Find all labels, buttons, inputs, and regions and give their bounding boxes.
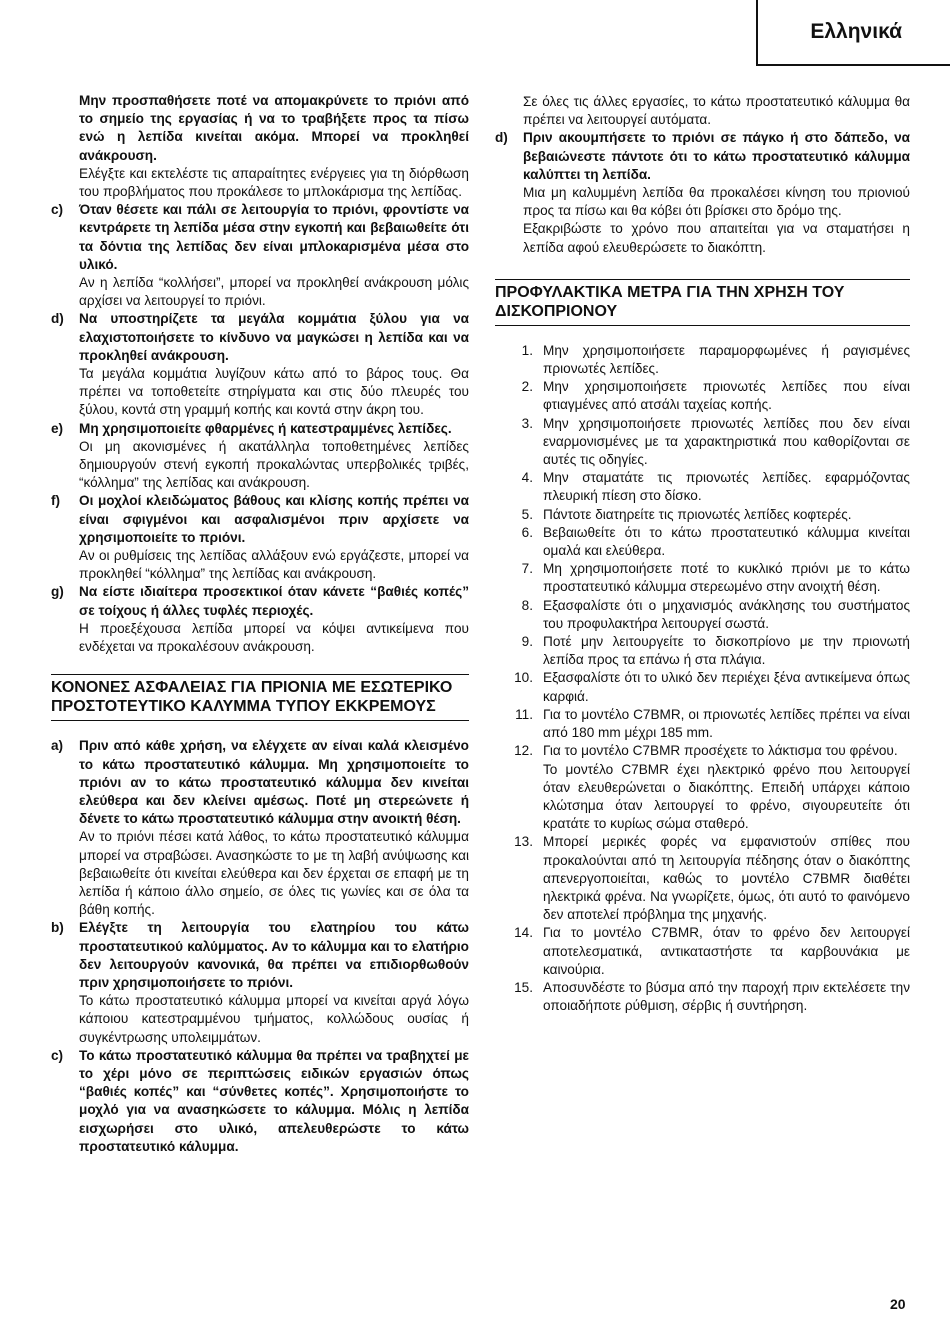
item-number: 9. xyxy=(521,634,533,650)
list-item xyxy=(51,492,469,583)
item-text: Μην χρησιμοποιήσετε πριονωτές λεπίδες που είναι φτιαγμένες από ατσάλι ταχείας κοπής. xyxy=(543,379,910,413)
item-label: c) xyxy=(51,1047,64,1063)
numbered-item xyxy=(495,669,910,705)
item-normal: Εξακριβώστε το χρόνο που απαιτείται για να σταματήσει η λεπίδα αφού ελευθερώσετε το διακόπτη. xyxy=(523,221,910,255)
numbered-item xyxy=(495,833,910,924)
numbered-list xyxy=(495,342,910,1016)
list-item xyxy=(51,420,469,493)
numbered-item xyxy=(495,506,910,524)
numbered-item xyxy=(495,378,910,414)
item-number: 6. xyxy=(521,524,533,540)
item-bold: Να είστε ιδιαίτερα προσεκτικοί όταν κάνετε “βαθιές κοπές” σε τοίχους ή άλλες τυφλές περιοχές. xyxy=(79,584,469,618)
numbered-item xyxy=(495,706,910,742)
item-number: 1. xyxy=(521,342,533,358)
item-text: Ποτέ μην λειτουργείτε το δισκοπρίονο με την πριονωτή λεπίδα προς τα επάνω ή στα πλάγια. xyxy=(543,634,910,668)
item-bold: Πριν ακουμπήσετε το πριόνι σε πάγκο ή στο δάπεδο, να βεβαιώνεστε πάντοτε ότι το κάτω προστατευτικό κάλυμμα καλύπτει τη λεπίδα. xyxy=(523,130,910,182)
item-normal: Αν η λεπίδα “κολλήσει”, μπορεί να προκληθεί ανάκρουση μόλις αρχίσει να λειτουργεί το πριόνι. xyxy=(79,275,469,309)
list-item xyxy=(51,583,469,656)
item-label: a) xyxy=(51,738,64,754)
item-bold: Το κάτω προστατευτικό κάλυμμα θα πρέπει να τραβηχτεί με το χέρι μόνο σε περιπτώσεις ειδικών εργασιών όπως “βαθιές κοπές” και “σύνθετες κοπές”. Χρησιμοποιήστε το μοχλό για να ανασηκώσετε το κάλυμμα. Μόλις η λεπίδα εισχωρήσει στο υλικό, απελευθερώστε το κάτω προστατευτικό κάλυμμα. xyxy=(79,1047,469,1154)
item-label: g) xyxy=(51,584,64,600)
item-number: 13. xyxy=(514,834,533,850)
list-item xyxy=(51,201,469,310)
item-label: e) xyxy=(51,420,64,436)
item-number: 11. xyxy=(515,706,533,722)
list-item xyxy=(51,310,469,419)
numbered-item xyxy=(495,979,910,1015)
item-number: 10. xyxy=(514,670,533,686)
item-bold: Πριν από κάθε χρήση, να ελέγχετε αν είναι καλά κλεισμένο το κάτω προστατευτικό κάλυμμα. Μη χρησιμοποιείτε το πριόνι αν το κάτω προστατευτικό κάλυμμα δεν κινείται ελεύθερα και δεν κλείνει αμέσως. Ποτέ μη στερεώνετε ή δένετε το κάτω προστατευτικό κάλυμμα στην ανοικτή θέση. xyxy=(79,738,469,827)
numbered-item xyxy=(495,342,910,378)
item-bold: Όταν θέσετε και πάλι σε λειτουργία το πριόνι, φροντίστε να κεντράρετε τη λεπίδα μέσα στην εγκοπή και βεβαιωθείτε ότι τα δόντια της λεπίδας δεν είναι μπλοκαρισμένα μέσα στο υλικό. xyxy=(79,202,469,272)
item-text: Για το μοντέλο C7BMR προσέχετε το λάκτισμα του φρένου. xyxy=(543,743,898,759)
item-number: 8. xyxy=(521,597,533,613)
item-text: Εξασφαλίστε ότι το υλικό δεν περιέχει ξένα αντικείμενα όπως καρφιά. xyxy=(543,670,910,704)
item-number: 2. xyxy=(521,379,533,395)
left-column xyxy=(51,92,469,1156)
item-text: Μην χρησιμοποιήσετε παραμορφωμένες ή ραγισμένες πριονωτές λεπίδες. xyxy=(543,342,910,377)
section-heading: ΚΟΝΟΝΕΣ ΑΣΦΑΛΕΙΑΣ ΓΙΑ ΠΡΙΟΝΙΑ ΜΕ ΕΣΩΤΕΡΙΚΟ ΠΡΟΣΤΟΤΕΥΤΙΚΟ ΚΑΛΥΜΜΑ ΤΥΠΟΥ ΕΚΚΡΕΜΟΥΣ xyxy=(51,674,469,721)
numbered-item xyxy=(495,633,910,669)
numbered-item xyxy=(495,469,910,505)
numbered-item xyxy=(495,597,910,633)
continuation-text: Σε όλες τις άλλες εργασίες, το κάτω προστατευτικό κάλυμμα θα πρέπει να λειτουργεί αυτόματα. xyxy=(523,94,910,128)
language-tab xyxy=(756,0,950,66)
item-label: b) xyxy=(51,920,64,936)
item-label: d) xyxy=(51,311,64,327)
item-text: Μην σταματάτε τις πριονωτές λεπίδες. εφαρμόζοντας πλευρική πίεση στο δίσκο. xyxy=(543,470,910,504)
item-normal: Η προεξέχουσα λεπίδα μπορεί να κόψει αντικείμενα που ενδέχεται να προκαλέσουν ανάκρουση. xyxy=(79,620,469,655)
page-number: 20 xyxy=(890,1296,906,1312)
numbered-item xyxy=(495,924,910,979)
item-number: 15. xyxy=(514,979,533,995)
numbered-item xyxy=(495,742,910,833)
item-text: Βεβαιωθείτε ότι το κάτω προστατευτικό κάλυμμα κινείται ομαλά και ελεύθερα. xyxy=(543,524,910,559)
section-heading: ΠΡΟΦΥΛΑΚΤΙΚΑ ΜΕΤΡΑ ΓΙΑ ΤΗΝ ΧΡΗΣΗ ΤΟΥ ΔΙΣΚΟΠΡΙΟΝΟΥ xyxy=(495,279,910,326)
item-bold: Ελέγξτε τη λειτουργία του ελατηρίου του κάτω προστατευτικού καλύμματος. Αν το κάλυμμα και το ελατήριο δεν λειτουργούν κανονικά, θα πρέπει να επιδιορθωθούν πριν χρησιμοποιήσετε το πριόνι. xyxy=(79,920,469,990)
item-bold: Οι μοχλοί κλειδώματος βάθους και κλίσης κοπής πρέπει να είναι σφιγμένοι και ασφαλισμένοι πριν αρχίσετε να χρησιμοποιείτε το πριόνι. xyxy=(79,493,469,545)
item-number: 12. xyxy=(514,743,533,759)
item-label: f) xyxy=(51,493,61,509)
item-text: Εξασφαλίστε ότι ο μηχανισμός ανάκλησης του συστήματος του προφυλακτήρα λειτουργεί σωστά. xyxy=(543,597,910,631)
right-column xyxy=(495,93,910,1015)
item-bold: Μη χρησιμοποιείτε φθαρμένες ή κατεστραμμένες λεπίδες. xyxy=(79,420,452,436)
item-text: Μπορεί μερικές φορές να εμφανιστούν σπίθες που προκαλούνται από τη λειτουργία πέδησης όταν ο διακόπτης απενεργοποιείται, καθώς το μοντέλο C7BMR διαθέτει ηλεκτρικά φρένα. Να γνωρίζετε, όμως, ότι αυτό το φαινόμενο δεν αποτελεί πρόβλημα της μηχανής. xyxy=(543,834,910,923)
item-normal: Αν το πριόνι πέσει κατά λάθος, το κάτω προστατευτικό κάλυμμα μπορεί να στραβώσει. Ανασηκώστε το με τη λαβή ανύψωσης και βεβαιωθείτε ότι κινείται ελεύθερα και δεν έρχεται σε επαφή με τη λεπίδα ή κάποιο άλλο σημείο, σε όλες τις γωνίες και σε όλα τα βάθη κοπής. xyxy=(79,829,469,918)
item-normal: Μια μη καλυμμένη λεπίδα θα προκαλέσει κίνηση του πριονιού προς τα πίσω και θα κόβει ότι βρίσκει στο δρόμο της. xyxy=(523,185,910,219)
item-bold: Να υποστηρίζετε τα μεγάλα κομμάτια ξύλου για να ελαχιστοποιήσετε το κίνδυνο να μαγκώσει η λεπίδα και να προκληθεί ανάκρουση. xyxy=(79,311,469,363)
continuation-paragraph xyxy=(523,93,910,129)
item-text: Μη χρησιμοποιήσετε ποτέ το κυκλικό πριόνι με το κάτω προστατευτικό κάλυμμα στερεωμένο στην ανοιχτή θέση. xyxy=(543,561,910,595)
numbered-item xyxy=(495,560,910,596)
list-item xyxy=(495,129,910,256)
item-text: Αποσυνδέστε το βύσμα από την παροχή πριν εκτελέσετε την οποιαδήποτε ρύθμιση, σέρβις ή συντήρηση. xyxy=(543,979,910,1014)
numbered-item xyxy=(495,415,910,470)
language-label: Ελληνικά xyxy=(810,20,902,43)
item-normal: Οι μη ακονισμένες ή ακατάλληλα τοποθετημένες λεπίδες δημιουργούν στενή εγκοπή προκαλώντας υπερβολικές τριβές, “κόλλημα” της λεπίδας και ανάκρουση. xyxy=(79,438,469,491)
item-text: Για το μοντέλο C7BMR, οι πριονωτές λεπίδες πρέπει να είναι από 180 mm μέχρι 185 mm. xyxy=(543,706,910,741)
item-normal: Το κάτω προστατευτικό κάλυμμα μπορεί να κινείται αργά λόγω κάποιου κατεστραμμένου τμήματος, κολλώδους ουσίας ή συγκέντρωσης υπολειμμάτων. xyxy=(79,993,469,1045)
list-item xyxy=(51,1047,469,1156)
item-normal: Τα μεγάλα κομμάτια λυγίζουν κάτω από το βάρος τους. Θα πρέπει να τοποθετείτε στηρίγματα και στις δύο πλευρές του ξύλου, κοντά στη γραμμή κοπής και κοντά στην άκρη του. xyxy=(79,366,469,418)
intro-bold: Μην προσπαθήσετε ποτέ να απομακρύνετε το πριόνι από το σημείο της εργασίας ή να το τραβήξετε προς τα πίσω ενώ η λεπίδα κινείται ακόμα. Μπορεί να προκληθεί ανάκρουση. xyxy=(79,93,469,163)
item-number: 14. xyxy=(514,925,533,941)
intro-paragraph xyxy=(79,92,469,201)
item-text: Πάντοτε διατηρείτε τις πριονωτές λεπίδες κοφτερές. xyxy=(543,506,852,522)
item-number: 3. xyxy=(521,415,533,431)
item-number: 5. xyxy=(521,506,533,522)
list-item xyxy=(51,737,469,919)
item-label: c) xyxy=(51,202,64,218)
item-normal: Αν οι ρυθμίσεις της λεπίδας αλλάξουν ενώ εργάζεστε, μπορεί να προκληθεί “κόλλημα” της λεπίδας και ανάκρουση. xyxy=(79,548,469,582)
item-extra: Το μοντέλο C7BMR έχει ηλεκτρικό φρένο που λειτουργεί όταν ελευθερώνεται ο διακόπτης. Επειδή υπάρχει κάποιο κλώτσημα όταν λειτουργεί το φρένο, σιγουρευτείτε ότι κρατάτε το κυρίως σώμα σταθερό. xyxy=(543,761,910,832)
item-text: Για το μοντέλο C7BMR, όταν το φρένο δεν λειτουργεί αποτελεσματικά, αντικαταστήστε τα καρβουνάκια με καινούρια. xyxy=(543,925,910,977)
item-text: Μην χρησιμοποιήσετε πριονωτές λεπίδες που δεν είναι εναρμονισμένες με τα χαρακτηριστικά που καθορίζονται σε αυτές τις οδηγίες. xyxy=(543,415,910,468)
item-number: 7. xyxy=(521,561,533,577)
item-number: 4. xyxy=(521,470,533,486)
item-label: d) xyxy=(495,130,508,146)
intro-normal: Ελέγξτε και εκτελέστε τις απαραίτητες ενέργειες για τη διόρθωση του προβλήματος που προκάλεσε το μπλοκάρισμα της λεπίδας. xyxy=(79,165,469,200)
numbered-item xyxy=(495,524,910,560)
list-item xyxy=(51,919,469,1046)
